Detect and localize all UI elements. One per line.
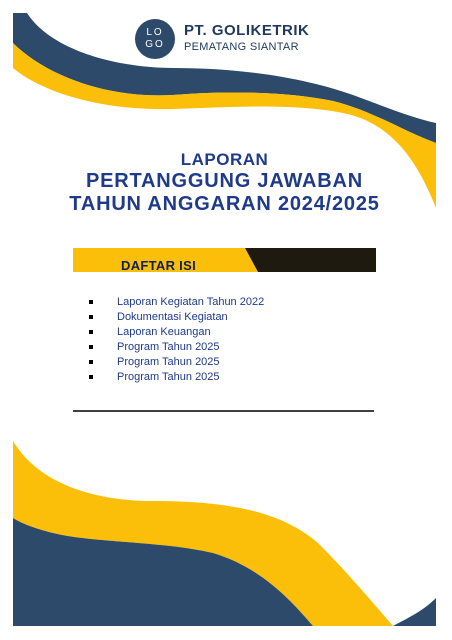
bullet-icon	[89, 330, 93, 334]
toc-item	[89, 355, 264, 370]
title-line3: TAHUN ANGGARAN 2024/2025	[69, 193, 380, 215]
toc-item-text: Program Tahun 2025	[117, 356, 220, 368]
toc-item-text: Program Tahun 2025	[117, 371, 220, 383]
toc-heading: DAFTAR ISI	[121, 258, 196, 273]
bullet-icon	[89, 300, 93, 304]
bullet-icon	[89, 345, 93, 349]
toc-item-text: Laporan Kegiatan Tahun 2022	[117, 296, 265, 308]
title-line1: LAPORAN	[180, 150, 269, 169]
logo-text-line1: LO	[146, 27, 164, 38]
bullet-icon	[89, 315, 93, 319]
toc-item	[89, 310, 264, 325]
toc-list	[89, 295, 264, 385]
toc-item	[89, 325, 264, 340]
bottom-right-navy-tip	[393, 598, 436, 626]
logo-badge	[135, 19, 175, 59]
toc-item-text: Laporan Keuangan	[117, 326, 211, 338]
toc-dark-bar	[245, 248, 376, 272]
toc-item	[89, 370, 264, 385]
cover-page	[13, 13, 436, 626]
logo-text-line2: GO	[145, 39, 165, 50]
toc-item-text: Dokumentasi Kegiatan	[117, 311, 228, 323]
company-city: PEMATANG SIANTAR	[184, 41, 299, 53]
toc-item	[89, 295, 264, 310]
toc-item-text: Program Tahun 2025	[117, 341, 220, 353]
toc-item	[89, 340, 264, 355]
bullet-icon	[89, 360, 93, 364]
title-line2: PERTANGGUNG JAWABAN	[85, 170, 364, 192]
company-name: PT. GOLIKETRIK	[184, 22, 310, 39]
bullet-icon	[89, 375, 93, 379]
